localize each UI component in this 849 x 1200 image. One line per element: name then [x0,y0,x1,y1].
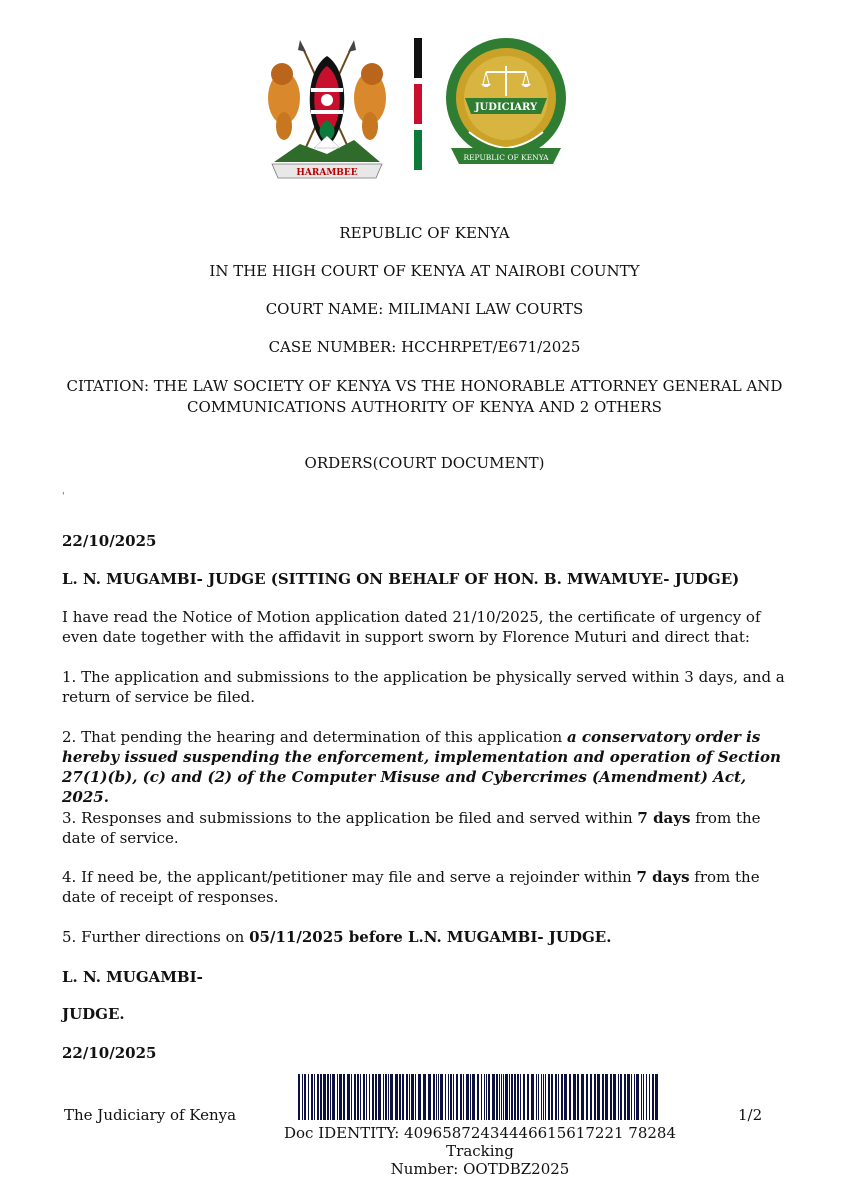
order-1: 1. The application and submissions to the application be physically served within 3 days, and a return of service be filed. [62,668,785,706]
order-4 [62,867,790,907]
signature-date: 22/10/2025 [62,1044,157,1062]
coat-of-arms-icon [262,36,392,196]
title-court-name: COURT NAME: MILIMANI LAW COURTS [265,300,584,318]
barcode-icon [298,1074,658,1120]
document-type: ORDERS(COURT DOCUMENT) [304,454,545,472]
svg-text:REPUBLIC OF KENYA: REPUBLIC OF KENYA [463,153,549,162]
order-4-bold: 7 days [636,868,690,886]
intro-paragraph: I have read the Notice of Motion application dated 21/10/2025, the certificate of urgency of even date together with the affidavit in support sworn by Florence Muturi and direct that: [62,608,761,646]
stray-mark: ' [62,492,65,502]
order-3-text: 3. Responses and submissions to the application be filed and served within [62,809,638,827]
order-5 [62,927,790,947]
order-4-text: 4. If need be, the applicant/petitioner may file and serve a rejoinder within [62,868,637,886]
order-3-bold: 7 days [637,809,691,827]
order-5-bold: 05/11/2025 before L.N. MUGAMBI- JUDGE. [249,928,612,946]
title-court: IN THE HIGH COURT OF KENYA AT NAIROBI COUNTY [209,262,640,280]
doc-identity [255,1124,705,1178]
doc-identity-line1: Doc IDENTITY: 40965872434446615617221 78284 Tracking [283,1124,677,1160]
title-citation-line2: COMMUNICATIONS AUTHORITY OF KENYA AND 2 OTHERS [187,398,662,416]
order-3 [62,808,790,848]
svg-text:HARAMBEE: HARAMBEE [296,168,358,178]
svg-text:JUDICIARY: JUDICIARY [474,102,538,113]
signature-name: L. N. MUGAMBI- [62,968,203,986]
order-3-text-end: from the date of service. [62,809,761,847]
order-date: 22/10/2025 [62,532,157,550]
header-logos [0,30,849,180]
order-2 [62,727,790,807]
title-citation-line1: CITATION: THE LAW SOCIETY OF KENYA VS THE HONORABLE ATTORNEY GENERAL AND [66,377,783,395]
signature-title: JUDGE. [62,1005,125,1023]
coram-line: L. N. MUGAMBI- JUDGE (SITTING ON BEHALF OF HON. B. MWAMUYE- JUDGE) [62,570,740,588]
title-case-number: CASE NUMBER: HCCHRPET/E671/2025 [268,338,581,356]
order-5-text: 5. Further directions on [62,928,250,946]
page-number: 1/2 [738,1106,763,1124]
national-colors-stripe [414,38,422,170]
order-4-text-end: from the date of receipt of responses. [62,868,760,906]
title-republic: REPUBLIC OF KENYA [339,224,510,242]
doc-identity-line2: Number: OOTDBZ2025 [390,1160,570,1178]
order-2-emphasis: a conservatory order is hereby issued suspending the enforcement, implementation and operation of Section 27(1)(b), (c) and (2) of the Computer Misuse and Cybercrimes (Amendment) Act, 2025. [62,728,781,806]
order-2-text: 2. That pending the hearing and determination of this application [62,728,567,746]
judiciary-seal-icon [441,36,571,172]
footer-judiciary: The Judiciary of Kenya [64,1106,237,1124]
